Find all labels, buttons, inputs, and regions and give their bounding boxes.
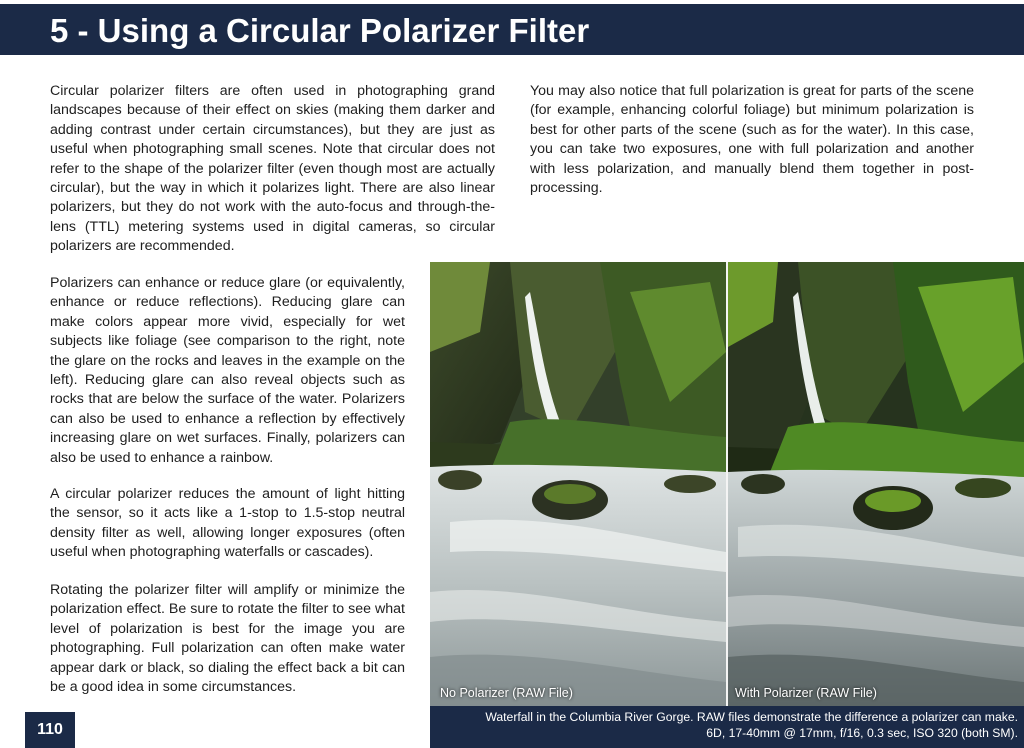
- label-no-polarizer: No Polarizer (RAW File): [440, 686, 573, 700]
- paragraph-intro: Circular polarizer filters are often used in photographing grand landscapes because of their effect on skies (making them darker and adding contrast under certain circumstances), but they are just as useful when photographing small scenes. Note that circular does not refer to the shape of the polarizer filter (even though most are actually circular), but the way in which it polarizes light. There are also linear polarizers, but they do not work with the auto-focus and through-the-lens (TTL) metering systems used in digital cameras, so circular polarizers are recommended.: [50, 83, 495, 255]
- caption-line-1: Waterfall in the Columbia River Gorge. RAW files demonstrate the difference a polarizer can make.: [485, 710, 1018, 724]
- waterfall-comparison-image: [430, 262, 1024, 706]
- paragraph-blending: You may also notice that full polarization is great for parts of the scene (for example, enhancing colorful foliage) but minimum polarization is best for other parts of the scene (such as for the water). In this case, you can take two exposures, one with full polarization and another with less polarization, and manually blend them together in post-processing.: [530, 83, 974, 197]
- photo-caption: [430, 706, 1024, 748]
- paragraph-glare: Polarizers can enhance or reduce glare (or equivalently, enhance or reduce reflections). Reducing glare can make colors appear more vivid, especially for wet subjects like foliage (see comparison to the right, note the glare on the rocks and leaves in the example on the left). Reducing glare can also reveal objects such as rocks that are below the surface of the water. Polarizers can also be used to enhance a reflection by effectively increasing glare on wet surfaces. Finally, polarizers can also be used to enhance a rainbow.: [50, 275, 405, 466]
- comparison-photo: [430, 262, 1024, 706]
- paragraph-light-reduction: A circular polarizer reduces the amount of light hitting the sensor, so it acts like a 1-stop to 1.5-stop neutral density filter as well, allowing longer exposures (often useful when photographing waterfalls or cascades).: [50, 486, 405, 561]
- page-number: 110: [25, 712, 75, 748]
- photo-right-half: [728, 262, 1024, 706]
- chapter-header: [0, 4, 1024, 55]
- chapter-title: 5 - Using a Circular Polarizer Filter: [50, 12, 590, 49]
- photo-left-half: [430, 262, 726, 706]
- label-with-polarizer: With Polarizer (RAW File): [735, 686, 877, 700]
- paragraph-rotation: Rotating the polarizer filter will amplify or minimize the polarization effect. Be sure to rotate the filter to see what level of polarization is best for the image you are photographing. Full polarization can often make water appear dark or black, so dialing the effect back a bit can be a good idea in some circumstances.: [50, 582, 405, 696]
- caption-line-2: 6D, 17-40mm @ 17mm, f/16, 0.3 sec, ISO 320 (both SM).: [706, 726, 1018, 740]
